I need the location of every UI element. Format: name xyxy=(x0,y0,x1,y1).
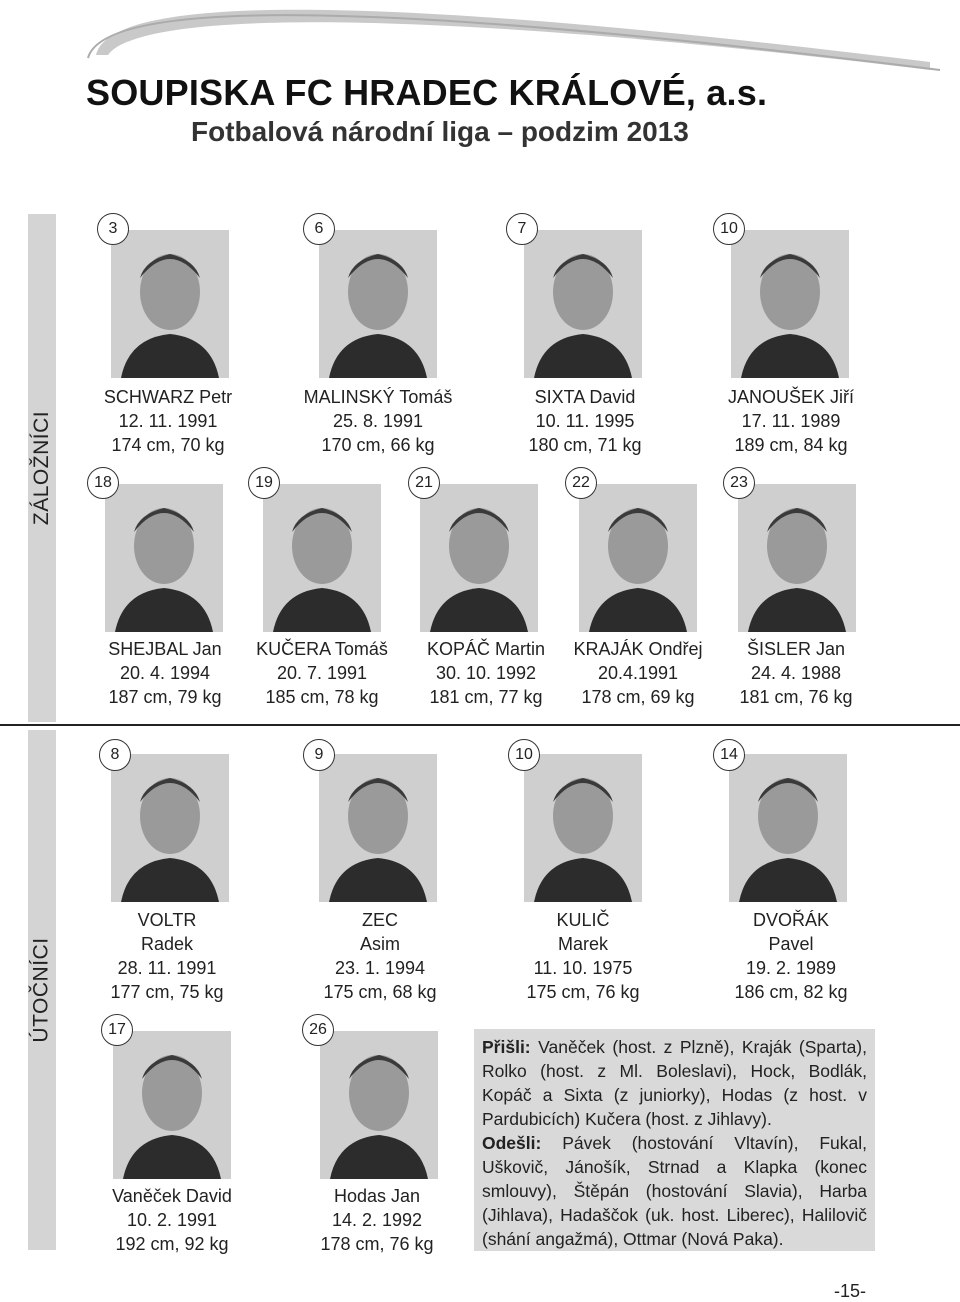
player-birthdate: 20. 4. 1994 xyxy=(119,663,211,683)
jersey-number: 10 xyxy=(508,739,540,771)
player-photo xyxy=(263,484,381,632)
player-photo xyxy=(738,484,856,632)
player-birthdate: 10. 2. 1991 xyxy=(126,1210,218,1230)
transfers-out-text: Pávek (hostování Vltavín), Fukal, Uškovič, Jánošík, Strnad a Klapka (konec smlouvy), Štěpán (hostování Slavia), Harba (Jihlava), Hadaščok (uk. host. Liberec), Halilovič (shání angažmá), Ottmar (Nová Paka). xyxy=(482,1133,867,1249)
player-height-weight: 181 cm, 77 kg xyxy=(429,687,543,707)
page-subtitle: Fotbalová národní liga – podzim 2013 xyxy=(191,116,689,147)
jersey-number: 10 xyxy=(713,213,745,245)
player-first-name: Pavel xyxy=(768,934,814,954)
player-name: SHEJBAL Jan xyxy=(108,639,222,659)
jersey-number: 23 xyxy=(723,467,755,499)
player-name: KRAJÁK Ondřej xyxy=(573,639,703,659)
transfers-box xyxy=(474,1029,875,1251)
forwards-label: ÚTOČNÍCI xyxy=(30,937,53,1043)
player-height-weight: 174 cm, 70 kg xyxy=(111,435,225,455)
player-photo xyxy=(579,484,697,632)
player-first-name: Radek xyxy=(140,934,194,954)
jersey-number: 26 xyxy=(302,1014,334,1046)
player-height-weight: 181 cm, 76 kg xyxy=(739,687,853,707)
player-photo xyxy=(319,754,437,902)
midfielders-label: ZÁLOŽNÍCI xyxy=(30,410,53,526)
player-height-weight: 178 cm, 69 kg xyxy=(581,687,695,707)
player-name: Hodas Jan xyxy=(333,1186,421,1206)
transfers-in-label: Přišli: xyxy=(482,1037,531,1057)
transfers-out-label: Odešli: xyxy=(482,1133,542,1153)
player-birthdate: 23. 1. 1994 xyxy=(334,958,426,978)
player-height-weight: 175 cm, 76 kg xyxy=(526,982,640,1002)
jersey-number: 18 xyxy=(87,467,119,499)
jersey-number: 6 xyxy=(303,213,335,245)
player-first-name: Asim xyxy=(360,934,400,954)
jersey-number: 14 xyxy=(713,739,745,771)
jersey-number: 17 xyxy=(101,1014,133,1046)
player-birthdate: 25. 8. 1991 xyxy=(332,411,424,431)
player-surname: VOLTR xyxy=(137,910,197,930)
player-height-weight: 175 cm, 68 kg xyxy=(323,982,437,1002)
player-surname: DVOŘÁK xyxy=(752,910,830,930)
transfers-in-text: Vaněček (host. z Plzně), Kraják (Sparta), Rolko (host. z Ml. Boleslavi), Hock, Bodlák, Kopáč a Sixta (z juniorky), Hodas (z host. v Pardubicích) Kučera (host. z Jihlavy). xyxy=(482,1037,867,1129)
player-photo xyxy=(729,754,847,902)
player-height-weight: 177 cm, 75 kg xyxy=(110,982,224,1002)
player-name: ŠISLER Jan xyxy=(746,639,846,659)
player-height-weight: 185 cm, 78 kg xyxy=(265,687,379,707)
player-photo xyxy=(105,484,223,632)
jersey-number: 21 xyxy=(408,467,440,499)
player-birthdate: 19. 2. 1989 xyxy=(745,958,837,978)
jersey-number: 9 xyxy=(303,739,335,771)
player-birthdate: 11. 10. 1975 xyxy=(533,958,633,978)
player-birthdate: 24. 4. 1988 xyxy=(750,663,842,683)
player-birthdate: 10. 11. 1995 xyxy=(535,411,635,431)
jersey-number: 8 xyxy=(99,739,131,771)
section-divider xyxy=(0,724,960,726)
jersey-number: 19 xyxy=(248,467,280,499)
forwards-section-bar xyxy=(28,730,56,1250)
player-height-weight: 192 cm, 92 kg xyxy=(115,1234,229,1254)
player-birthdate: 28. 11. 1991 xyxy=(117,958,217,978)
player-photo xyxy=(420,484,538,632)
player-height-weight: 180 cm, 71 kg xyxy=(528,435,642,455)
page-title: SOUPISKA FC HRADEC KRÁLOVÉ, a.s. xyxy=(86,72,768,113)
player-photo xyxy=(524,230,642,378)
player-photo xyxy=(524,754,642,902)
player-surname: ZEC xyxy=(362,910,398,930)
player-height-weight: 178 cm, 76 kg xyxy=(320,1234,434,1254)
player-photo xyxy=(731,230,849,378)
player-name: Vaněček David xyxy=(112,1186,232,1206)
page-number: -15- xyxy=(834,1281,867,1301)
player-photo xyxy=(113,1031,231,1179)
player-photo xyxy=(319,230,437,378)
player-height-weight: 186 cm, 82 kg xyxy=(734,982,848,1002)
midfielders-section-bar xyxy=(28,214,56,722)
player-height-weight: 170 cm, 66 kg xyxy=(321,435,435,455)
player-birthdate: 17. 11. 1989 xyxy=(741,411,841,431)
player-first-name: Marek xyxy=(557,934,608,954)
jersey-number: 7 xyxy=(506,213,538,245)
player-name: KOPÁČ Martin xyxy=(426,639,546,659)
player-birthdate: 20. 7. 1991 xyxy=(276,663,368,683)
player-name: MALINSKÝ Tomáš xyxy=(303,387,453,407)
jersey-number: 22 xyxy=(565,467,597,499)
player-photo xyxy=(111,230,229,378)
player-name: SCHWARZ Petr xyxy=(103,387,233,407)
player-surname: KULIČ xyxy=(556,910,610,930)
player-birthdate: 20.4.1991 xyxy=(597,663,679,683)
player-photo xyxy=(111,754,229,902)
player-name: SIXTA David xyxy=(534,387,636,407)
player-birthdate: 14. 2. 1992 xyxy=(331,1210,423,1230)
player-name: KUČERA Tomáš xyxy=(256,639,388,659)
jersey-number: 3 xyxy=(97,213,129,245)
player-photo xyxy=(320,1031,438,1179)
player-birthdate: 30. 10. 1992 xyxy=(435,663,537,683)
player-name: JANOUŠEK Jiří xyxy=(727,387,855,407)
player-height-weight: 189 cm, 84 kg xyxy=(734,435,848,455)
player-birthdate: 12. 11. 1991 xyxy=(118,411,218,431)
player-height-weight: 187 cm, 79 kg xyxy=(108,687,222,707)
